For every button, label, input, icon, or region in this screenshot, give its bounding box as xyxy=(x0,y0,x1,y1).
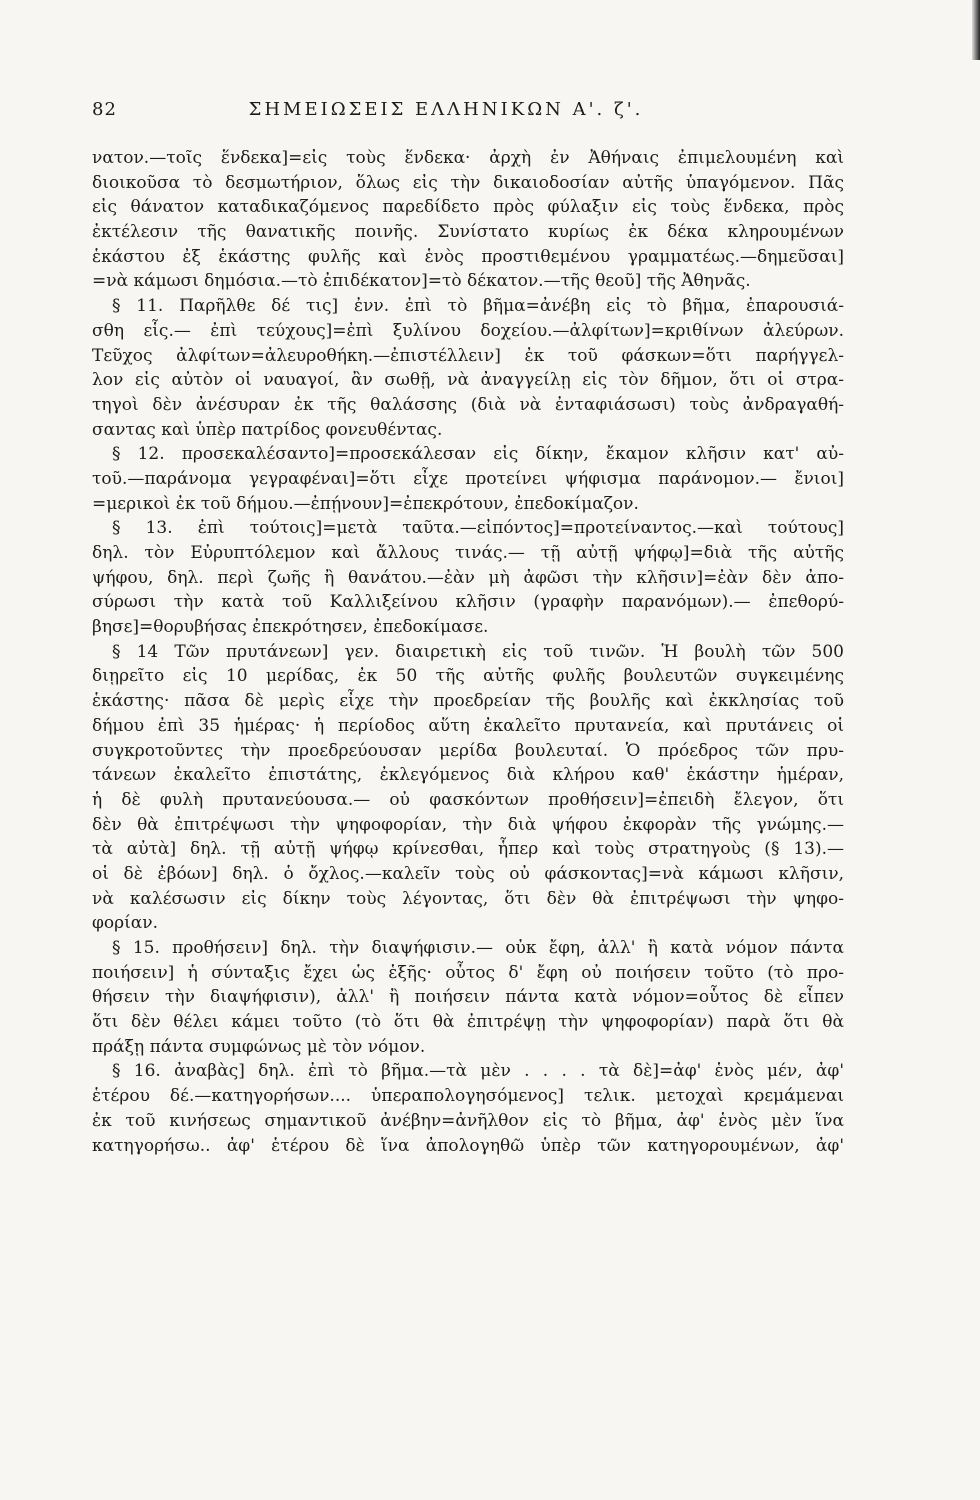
text-line: ψήφου, δηλ. περὶ ζωῆς ἢ θανάτου.—ἐὰν μὴ ἀφῶσι τὴν κλῆσιν]=ἐὰν δὲν ἀπο- xyxy=(92,567,844,588)
text-line: λον εἰς αὐτὸν οἱ ναυαγοί, ἂν σωθῇ, νὰ ἀναγγείλῃ εἰς τὸν δῆμον, ὅτι οἱ στρα- xyxy=(92,370,844,391)
page-edge-shadow xyxy=(972,0,980,60)
text-line: σθη εἷς.— ἐπὶ τεύχους]=ἐπὶ ξυλίνου δοχείου.—ἀλφίτων]=κριθίνων ἀλεύρων. xyxy=(92,320,844,341)
text-line: ἐκ τοῦ κινήσεως σημαντικοῦ ἀνέβην=ἀνῆλθον εἰς τὸ βῆμα, ἀφ' ἑνὸς μὲν ἵνα xyxy=(92,1110,844,1131)
text-line: =μερικοὶ ἐκ τοῦ δήμου.—ἐπῄνουν]=ἐπεκρότουν, ἐπεδοκίμαζον. xyxy=(92,493,639,514)
text-line: νατον.—τοῖς ἕνδεκα]=εἰς τοὺς ἕνδεκα· ἀρχὴ ἐν Ἀθήναις ἐπιμελουμένη καὶ xyxy=(92,148,844,168)
text-line: νὰ καλέσωσιν εἰς δίκην τοὺς λέγοντας, ὅτι δὲν θὰ ἐπιτρέψωσι τὴν ψηφο- xyxy=(92,888,844,909)
text-line: συγκροτοῦντες τὴν προεδρεύουσαν μερίδα βουλευταί. Ὁ πρόεδρος τῶν πρυ- xyxy=(92,740,844,761)
text-line: οἱ δὲ ἐβόων] δηλ. ὁ ὄχλος.—καλεῖν τοὺς οὐ φάσκοντας]=νὰ κάμωσι κλῆσιν, xyxy=(92,863,844,884)
running-title: ΣΗΜΕΙΩΣΕΙΣ ΕΛΛΗΝΙΚΩΝ Α'. ζ'. xyxy=(248,98,644,120)
text-line: ἑκάστου ἐξ ἑκάστης φυλῆς καὶ ἑνὸς προστιθεμένου γραμματέως.—δημεῦσαι] xyxy=(92,246,844,267)
text-line: σαντας καὶ ὑπὲρ πατρίδος φονευθέντας. xyxy=(92,419,443,440)
text-line: τοῦ.—παράνομα γεγραφέναι]=ὅτι εἶχε προτείνει ψήφισμα παράνομον.— ἔνιοι] xyxy=(92,468,844,489)
text-line: πράξῃ πάντα συμφώνως μὲ τὸν νόμον. xyxy=(92,1036,426,1057)
text-line: Τεῦχος ἀλφίτων=ἀλευροθήκη.—ἐπιστέλλειν] ἐκ τοῦ φάσκων=ὅτι παρήγγελ- xyxy=(92,345,844,366)
commentary-text xyxy=(92,146,844,1158)
section-11-start: § 11. Παρῆλθε δέ τις] ἐνν. ἐπὶ τὸ βῆμα=ἀνέβη εἰς τὸ βῆμα, ἐπαρουσιά- xyxy=(112,296,844,317)
text-line: ὅτι δὲν θέλει κάμει τοῦτο (τὸ ὅτι θὰ ἐπιτρέψῃ τὴν ψηφοφορίαν) παρὰ ὅτι θὰ xyxy=(92,1012,844,1033)
text-line: σύρωσι τὴν κατὰ τοῦ Καλλιξείνου κλῆσιν (γραφὴν παρανόμων).— ἐπεθορύ- xyxy=(92,592,844,613)
text-line: ἡ δὲ φυλὴ πρυτανεύουσα.— οὐ φασκόντων προθήσειν]=ἐπειδὴ ἔλεγον, ὅτι xyxy=(92,789,844,810)
text-line: =νὰ κάμωσι δημόσια.—τὸ ἐπιδέκατον]=τὸ δέκατον.—τῆς θεοῦ] τῆς Ἀθηνᾶς. xyxy=(92,271,751,292)
text-line: εἰς θάνατον καταδικαζόμενος παρεδίδετο πρὸς φύλαξιν εἰς τοὺς ἕνδεκα, πρὸς xyxy=(92,197,844,218)
text-line: ποιήσειν] ἡ σύνταξις ἔχει ὡς ἑξῆς· οὗτος δ' ἔφη οὐ ποιήσειν τοῦτο (τὸ προ- xyxy=(92,962,844,983)
text-line: ἑκάστης· πᾶσα δὲ μερὶς εἶχε τὴν προεδρείαν τῆς βουλῆς καὶ ἐκκλησίας τοῦ xyxy=(92,691,844,712)
section-15-start: § 15. προθήσειν] δηλ. τὴν διαψήφισιν.— οὐκ ἔφη, ἀλλ' ἢ κατὰ νόμον πάντα xyxy=(112,938,844,958)
text-line: τὰ αὐτὰ] δηλ. τῇ αὐτῇ ψήφῳ κρίνεσθαι, ἧπερ καὶ τοὺς στρατηγοὺς (§ 13).— xyxy=(92,839,844,860)
text-line: φορίαν. xyxy=(92,913,159,934)
text-line: κατηγορήσω.. ἀφ' ἑτέρου δὲ ἵνα ἀπολογηθῶ ὑπὲρ τῶν κατηγορουμένων, ἀφ' xyxy=(92,1135,844,1156)
section-16-start: § 16. ἀναβὰς] δηλ. ἐπὶ τὸ βῆμα.—τὰ μὲν . . . . τὰ δὲ]=ἀφ' ἑνὸς μέν, ἀφ' xyxy=(112,1061,844,1082)
text-line: ἐκτέλεσιν τῆς θανατικῆς ποινῆς. Συνίστατο κυρίως ἐκ δέκα κληρουμένων xyxy=(92,222,844,243)
text-line: τάνεων ἐκαλεῖτο ἐπιστάτης, ἐκλεγόμενος διὰ κλήρου καθ' ἑκάστην ἡμέραν, xyxy=(92,765,844,786)
text-line: δὲν θὰ ἐπιτρέψωσι τὴν ψηφοφορίαν, τὴν διὰ ψήφου ἐκφορὰν τῆς γνώμης.— xyxy=(92,814,844,835)
page-header xyxy=(92,94,880,124)
section-12-start: § 12. προσεκαλέσαντο]=προσεκάλεσαν εἰς δίκην, ἔκαμον κλῆσιν κατ' αὐ- xyxy=(112,444,844,465)
text-line: βησε]=θορυβήσας ἐπεκρότησεν, ἐπεδοκίμασε. xyxy=(92,617,489,638)
text-line: διοικοῦσα τὸ δεσμωτήριον, ὅλως εἰς τὴν δικαιοδοσίαν αὐτῆς ὑπαγόμενον. Πᾶς xyxy=(92,172,844,193)
text-line: ἑτέρου δέ.—κατηγορήσων.... ὑπεραπολογησόμενος] τελικ. μετοχαὶ κρεμάμεναι xyxy=(92,1086,844,1107)
text-line: τηγοὶ δὲν ἀνέσυραν ἐκ τῆς θαλάσσης (διὰ νὰ ἐνταφιάσωσι) τοὺς ἀνδραγαθή- xyxy=(92,394,844,415)
text-line: διῃρεῖτο εἰς 10 μερίδας, ἐκ 50 τῆς αὐτῆς φυλῆς βουλευτῶν συγκειμένης xyxy=(92,666,844,687)
section-14-start: § 14 Τῶν πρυτάνεων] γεν. διαιρετικὴ εἰς τοῦ τινῶν. Ἡ βουλὴ τῶν 500 xyxy=(112,641,844,662)
text-line: θήσειν τὴν διαψήφισιν), ἀλλ' ἢ ποιήσειν πάντα κατὰ νόμον=οὗτος δὲ εἶπεν xyxy=(92,987,844,1008)
text-line: δήμου ἐπὶ 35 ἡμέρας· ἡ περίοδος αὕτη ἐκαλεῖτο πρυτανεία, καὶ πρυτάνεις οἱ xyxy=(92,715,844,736)
section-13-start: § 13. ἐπὶ τούτοις]=μετὰ ταῦτα.—εἰπόντος]=προτείναντος.—καὶ τούτους] xyxy=(112,518,844,539)
page-number: 82 xyxy=(92,98,117,120)
text-line: δηλ. τὸν Εὐρυπτόλεμον καὶ ἄλλους τινάς.— τῇ αὐτῇ ψήφῳ]=διὰ τῆς αὐτῆς xyxy=(92,543,844,563)
